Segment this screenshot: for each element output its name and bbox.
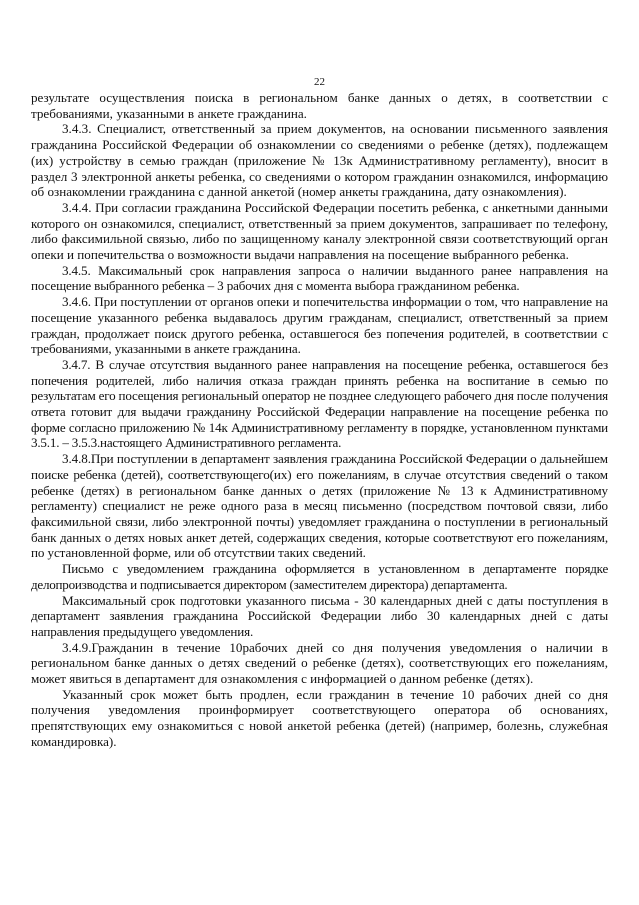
paragraph-3-4-8: 3.4.8.При поступлении в департамент заявления гражданина Российской Федерации о дальнейшем поиске ребенка (детей), соответствующего(их) его пожеланиям, в случае отсутствия сведений о таком ребенке (детях) в региональном банке данных о детях (приложение № 13 к Административному регламенту) специалист не реже одного раза в месяц письменно (посредством почтовой связи, либо факсимильной связи, либо электронной почты) уведомляет гражданина о поступлении в региональный банк данных о детях новых анкет детей, содержащих сведения, которые соответствуют его пожеланиям, по установленной форме, или об отсутствии таких сведений.	[31, 451, 608, 561]
paragraph-3-4-7: 3.4.7. В случае отсутствия выданного ранее направления на посещение ребенка, оставшегося без попечения родителей, либо наличия отказа граждан принять ребенка на воспитание в семью по результатам его посещения региональный оператор не позднее следующего рабочего дня после получения ответа готовит для выдачи гражданину Российской Федерации направление на посещение ребенка по форме согласно приложению № 14к Административному регламенту в порядке, установленном пунктами 3.5.1. – 3.5.3.настоящего Административного регламента.	[31, 356, 608, 451]
paragraph-3-4-4: 3.4.4. При согласии гражданина Российской Федерации посетить ребенка, с анкетными данными которого он ознакомился, специалист, ответственный за прием документов, запрашивает по телефону, либо факсимильной связью, либо по защищенному каналу электронной связи соответствующий орган опеки и попечительства о возможности выдачи направления на посещение выбранного ребенка.	[31, 199, 608, 263]
paragraph-3-4-5: 3.4.5. Максимальный срок направления запроса о наличии выданного ранее направления на посещение выбранного ребенка – 3 рабочих дня с момента выбора гражданином ребенка.	[31, 262, 608, 294]
paragraph-term-extension: Указанный срок может быть продлен, если гражданин в течение 10 рабочих дней со дня получения уведомления проинформирует соответствующего оператора об основаниях, препятствующих ему ознакомиться с новой анкетой ребенка (детей) (например, болезнь, служебная командировка).	[31, 686, 608, 749]
paragraph-letter-notification: Письмо с уведомлением гражданина оформляется в установленном в департаменте порядке делопроизводства и подписывается директором (заместителем директора) департамента.	[31, 561, 608, 592]
page-number: 22	[314, 76, 325, 88]
paragraph-3-4-3: 3.4.3. Специалист, ответственный за прием документов, на основании письменного заявления гражданина Российской Федерации об ознакомлении со сведениями о ребенке (детях), подлежащем (их) устройству в семью граждан (приложение № 13к Административному регламенту), вносит в раздел 3 электронной анкеты ребенка, со сведениями о котором гражданин ознакомился, информацию об ознакомлении гражданина с данной анкетой (номер анкеты гражданина, дату ознакомления).	[31, 121, 608, 200]
paragraph-max-letter-term: Максимальный срок подготовки указанного письма - 30 календарных дней с даты поступления в департамент заявления гражданина Российской Федерации либо 30 календарных дней с даты направления предыдущего уведомления.	[31, 592, 608, 639]
paragraph-3-4-9: 3.4.9.Гражданин в течение 10рабочих дней со дня получения уведомления о наличии в региональном банке данных о детях сведений о ребенке (детях), соответствующих его пожеланиям, может явиться в департамент для ознакомления с информацией о данном ребенке (детях).	[31, 639, 608, 687]
paragraph-continuation: результате осуществления поиска в региональном банке данных о детях, в соответствии с требованиями, указанными в анкете гражданина.	[31, 90, 608, 121]
paragraph-3-4-6: 3.4.6. При поступлении от органов опеки и попечительства информации о том, что направление на посещение указанного ребенка выдавалось другим гражданам, специалист, ответственный за прием граждан, продолжает поиск другого ребенка, оставшегося без попечения родителей, в соответствии с требованиями, указанными в анкете гражданина.	[31, 294, 608, 357]
document-body	[31, 90, 608, 750]
